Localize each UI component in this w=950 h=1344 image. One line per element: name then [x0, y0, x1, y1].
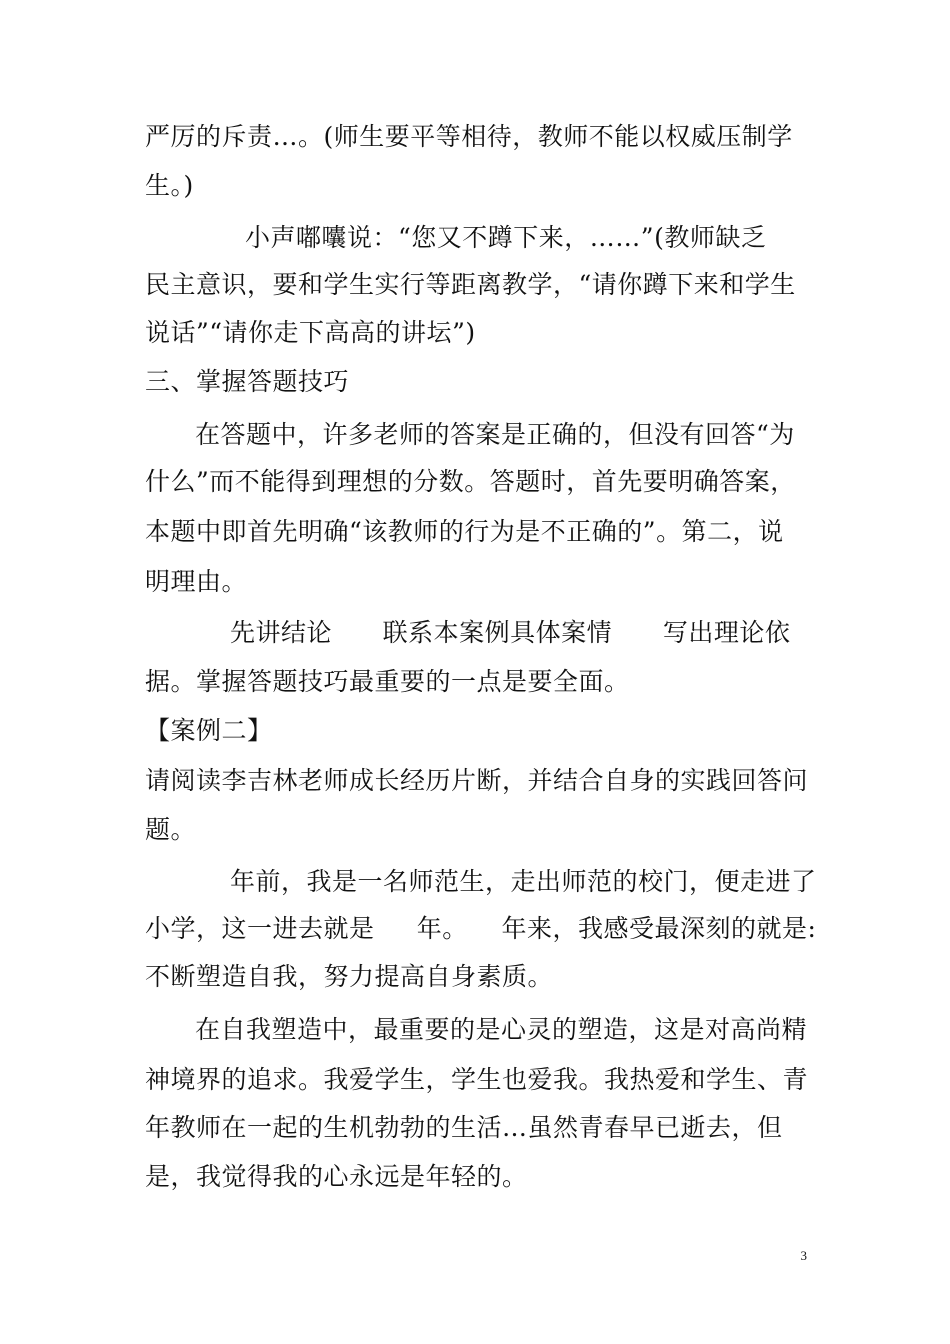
paragraph-line: 什么”而不能得到理想的分数。答题时，首先要明确答案， — [145, 467, 796, 496]
paragraph-line: 先讲结论 联系本案例具体案情 写出理论依 — [230, 618, 791, 647]
paragraph-line: 题。 — [145, 815, 197, 844]
paragraph-line: 神境界的追求。我爱学生，学生也爱我。我热爱和学生、青 — [145, 1065, 809, 1094]
paragraph-line: 请阅读李吉林老师成长经历片断，并结合自身的实践回答问 — [145, 766, 809, 795]
paragraph-line: 在自我塑造中，最重要的是心灵的塑造，这是对高尚精 — [195, 1015, 808, 1044]
section-heading: 三、掌握答题技巧 — [145, 367, 350, 396]
paragraph-line: 据。掌握答题技巧最重要的一点是要全面。 — [145, 667, 630, 696]
paragraph-line: 小学，这一进去就是 年。 年来，我感受最深刻的就是: — [145, 914, 817, 943]
paragraph-line: 民主意识，要和学生实行等距离教学，“请你蹲下来和学生 — [145, 270, 796, 299]
paragraph-line: 说话”“请你走下高高的讲坛”) — [145, 318, 476, 347]
case-heading: 【案例二】 — [145, 716, 273, 745]
paragraph-line: 严厉的斥责…。(师生要平等相待，教师不能以权威压制学 — [145, 122, 793, 151]
paragraph-line: 本题中即首先明确“该教师的行为是不正确的”。第二，说 — [145, 517, 784, 546]
paragraph-line: 不断塑造自我，努力提高自身素质。 — [145, 962, 554, 991]
paragraph-line: 在答题中，许多老师的答案是正确的，但没有回答“为 — [195, 420, 795, 449]
paragraph-line: 小声嘟囔说：“您又不蹲下来，……”(教师缺乏 — [245, 223, 767, 252]
paragraph-line: 明理由。 — [145, 567, 248, 596]
page-number: 3 — [800, 1248, 807, 1263]
paragraph-line: 是，我觉得我的心永远是年轻的。 — [145, 1162, 528, 1191]
paragraph-line: 年教师在一起的生机勃勃的生活…虽然青春早已逝去，但 — [145, 1113, 783, 1142]
paragraph-line: 年前，我是一名师范生，走出师范的校门，便走进了 — [230, 867, 817, 896]
paragraph-line: 生。) — [145, 171, 194, 200]
